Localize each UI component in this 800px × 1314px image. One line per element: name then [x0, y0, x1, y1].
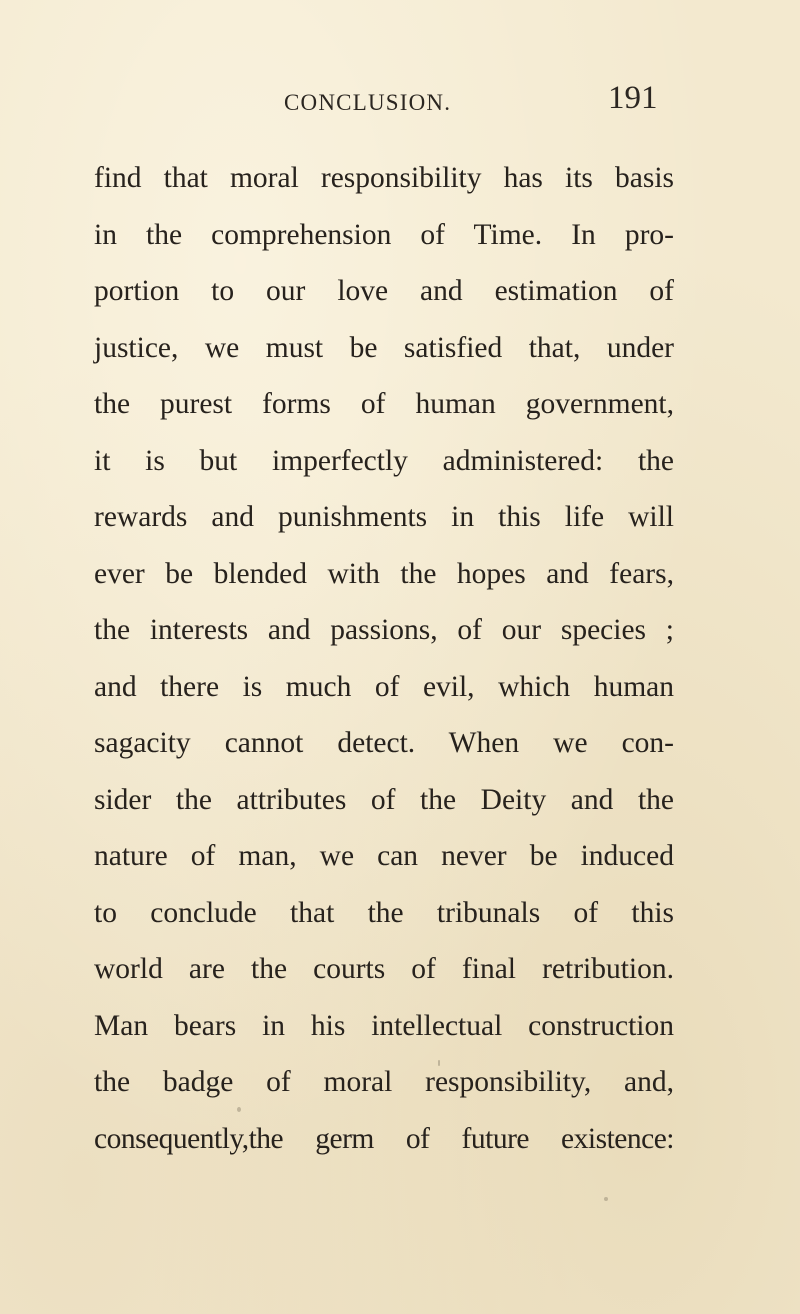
text-line-4: justice, we must be satisfied that, under: [94, 331, 674, 364]
text-line-16: Man bears in his intellectual construction: [94, 1009, 674, 1042]
text-line-8: ever be blended with the hopes and fears,: [94, 557, 674, 590]
running-title: CONCLUSION.: [284, 90, 452, 115]
text-line-17: the badge of moral responsibility, and,: [94, 1066, 674, 1098]
paper-speck: [237, 1107, 241, 1112]
text-line-2: in the comprehension of Time. In pro-: [94, 218, 674, 251]
page-number: 191: [608, 80, 658, 116]
text-line-15: world are the courts of final retribution.: [94, 953, 674, 985]
text-line-18: consequently,the germ of future existence:: [94, 1122, 674, 1155]
paper-speck: [438, 1060, 440, 1066]
text-line-10: and there is much of evil, which human: [94, 670, 674, 703]
text-line-12: sider the attributes of the Deity and the: [94, 783, 674, 816]
running-head: [0, 72, 800, 122]
text-line-7: rewards and punishments in this life will: [94, 501, 674, 533]
text-line-11: sagacity cannot detect. When we con-: [94, 727, 674, 759]
text-line-6: it is but imperfectly administered: the: [94, 444, 674, 477]
text-line-13: nature of man, we can never be induced: [94, 840, 674, 872]
text-line-5: the purest forms of human government,: [94, 388, 674, 420]
body-text: [94, 150, 674, 1167]
text-line-9: the interests and passions, of our species ;: [94, 614, 674, 646]
text-line-14: to conclude that the tribunals of this: [94, 896, 674, 929]
text-line-1: find that moral responsibility has its basis: [94, 162, 674, 194]
paper-speck: [604, 1197, 608, 1201]
text-line-3: portion to our love and estimation of: [94, 275, 674, 307]
